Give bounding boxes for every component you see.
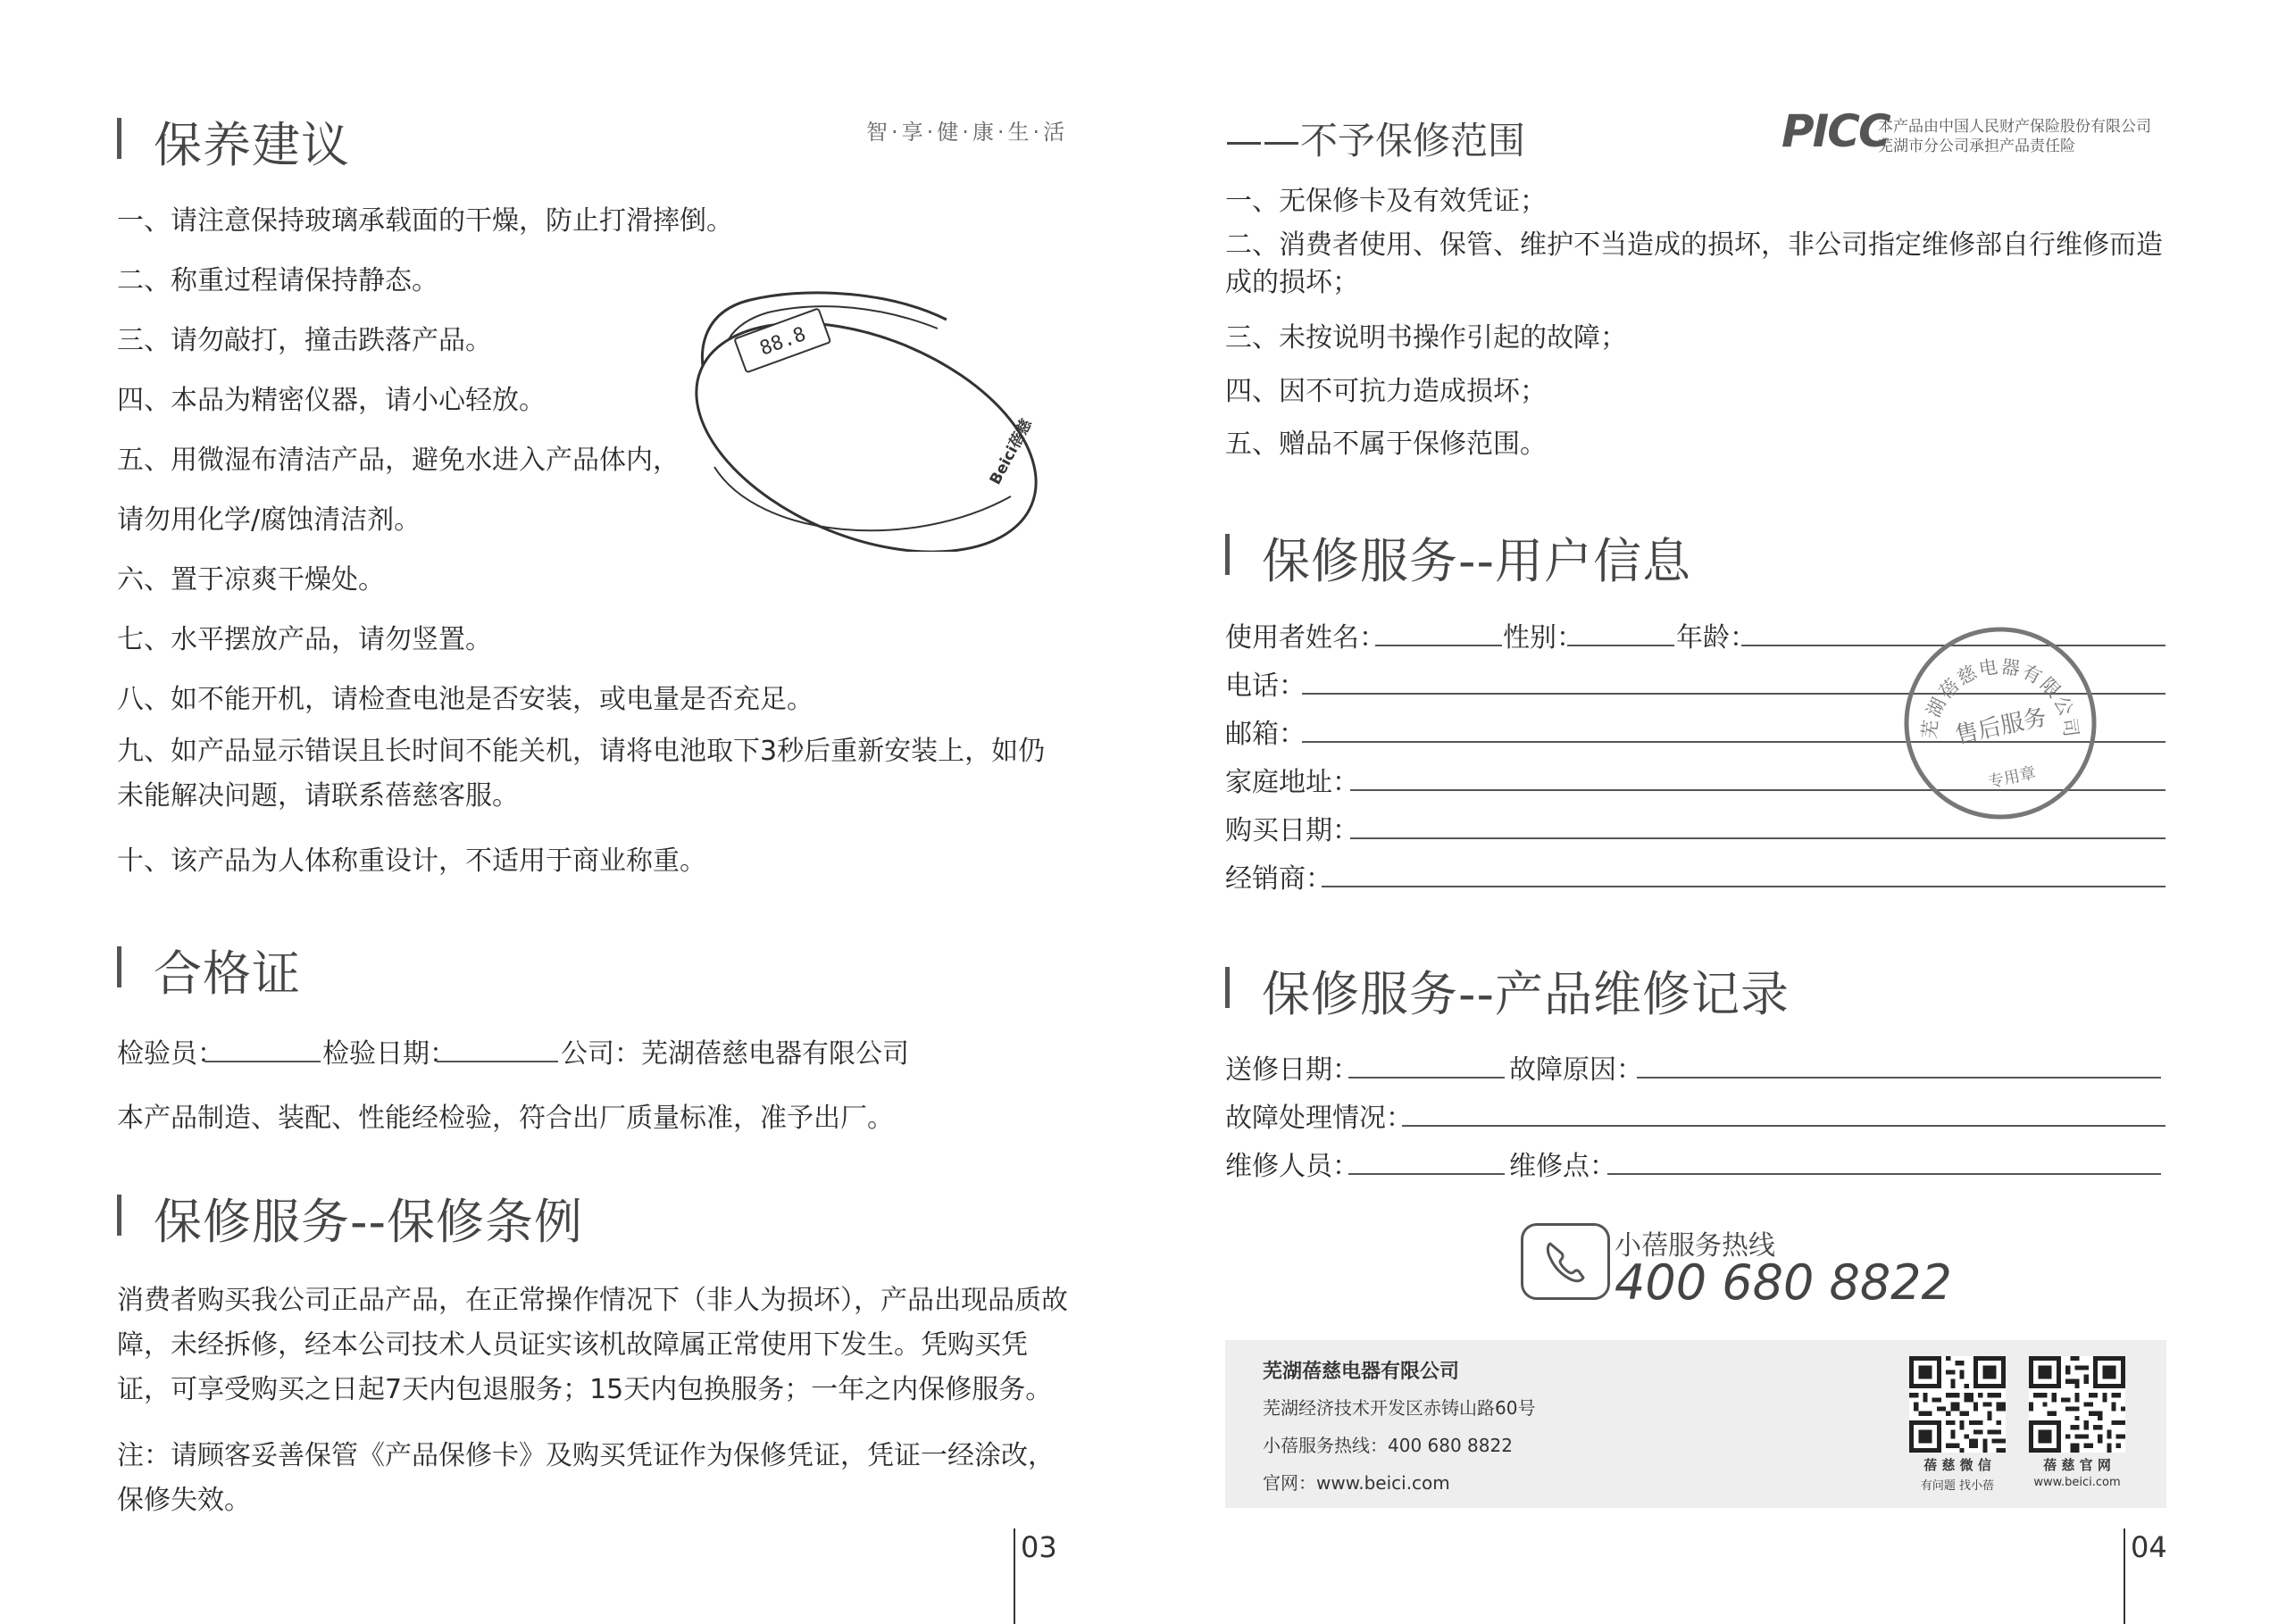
footer-company: 芜湖蓓慈电器有限公司 xyxy=(1263,1361,1460,1383)
warranty-terms-para: 消费者购买我公司正品产品，在正常操作情况下（非人为损坏），产品出现品质故障，未经拆修，经本公司技术人员证实该机故障属正常使用下发生。凭购买凭证，可享受购买之日起7天内包退服务；15天内包换服务；一年之内保修服务。 xyxy=(117,1285,1068,1405)
care-title: 保养建议 xyxy=(154,117,350,173)
purchase-date-label: 购买日期： xyxy=(1225,815,1359,846)
care-item: 一、请注意保持玻璃承载面的干燥，防止打滑摔倒。 xyxy=(117,205,733,237)
exclusion-item: 一、无保修卡及有效凭证； xyxy=(1225,186,1547,217)
picc-line1: 本产品由中国人民财产保险股份有限公司 xyxy=(1878,118,2151,136)
care-item: 二、称重过程请保持静态。 xyxy=(117,265,438,296)
picc-logo: PICC xyxy=(1782,105,1890,157)
age-label: 年龄： xyxy=(1676,622,1756,654)
warranty-terms-title: 保修服务--保修条例 xyxy=(154,1194,583,1250)
send-date-label: 送修日期： xyxy=(1225,1054,1359,1086)
repair-title: 保修服务--产品维修记录 xyxy=(1262,966,1790,1022)
care-item: 四、本品为精密仪器，请小心轻放。 xyxy=(117,385,546,416)
stamp-bottom: 专用章 xyxy=(1986,763,2038,793)
fault-reason-label: 故障原因： xyxy=(1509,1054,1643,1086)
care-item: 请勿用化学/腐蚀清洁剂。 xyxy=(117,504,421,536)
care-item: 七、水平摆放产品，请勿竖置。 xyxy=(117,624,492,655)
repairer-label: 维修人员： xyxy=(1225,1151,1359,1182)
qr2-sub: www.beici.com xyxy=(2033,1476,2121,1489)
phone-label: 电话： xyxy=(1225,670,1306,702)
footer-panel xyxy=(1225,1340,2166,1508)
handling-label: 故障处理情况： xyxy=(1225,1103,1413,1134)
website-qr-icon[interactable] xyxy=(2029,1356,2125,1453)
stamp-center: 售后服务 xyxy=(1952,704,2049,750)
tagline: 智·享·健·康·生·活 xyxy=(866,120,1069,145)
footer-hotline: 小蓓服务热线：400 680 8822 xyxy=(1263,1435,1513,1456)
fault-reason-field[interactable] xyxy=(1637,1077,2161,1079)
name-label: 使用者姓名： xyxy=(1225,622,1386,654)
gender-label: 性别： xyxy=(1503,622,1583,654)
section-bar xyxy=(1225,534,1230,575)
repair-site-field[interactable] xyxy=(1607,1173,2161,1175)
qr2-label: 蓓 慈 官 网 xyxy=(2043,1457,2111,1473)
handling-field[interactable] xyxy=(1402,1125,2165,1127)
section-bar xyxy=(117,1195,121,1236)
stamp-company: 芜湖蓓慈电器有限公司 xyxy=(1918,655,2082,740)
repairer-field[interactable] xyxy=(1348,1173,1505,1175)
section-bar xyxy=(117,118,121,159)
name-field[interactable] xyxy=(1375,645,1502,646)
exclusion-item: 五、赠品不属于保修范围。 xyxy=(1225,429,1547,460)
email-label: 邮箱： xyxy=(1225,719,1306,750)
certificate-statement: 本产品制造、装配、性能经检验，符合出厂质量标准，准予出厂。 xyxy=(117,1103,894,1134)
page-number: 04 xyxy=(2131,1530,2167,1564)
company-label: 公司：芜湖蓓慈电器有限公司 xyxy=(561,1038,909,1070)
exclusion-item: 二、消费者使用、保管、维护不当造成的损坏，非公司指定维修部自行维修而造成的损坏； xyxy=(1225,229,2163,298)
address-label: 家庭地址： xyxy=(1225,767,1359,798)
purchase-date-field[interactable] xyxy=(1350,837,2165,839)
dealer-field[interactable] xyxy=(1322,886,2165,887)
wechat-qr-icon[interactable] xyxy=(1909,1356,2006,1453)
care-item: 八、如不能开机，请检查电池是否安装，或电量是否充足。 xyxy=(117,684,814,715)
care-item: 五、用微湿布清洁产品，避免水进入产品体内， xyxy=(117,445,680,476)
qr1-sub: 有问题 找小蓓 xyxy=(1920,1479,1995,1493)
page-divider xyxy=(2124,1528,2125,1624)
hotline-label: 小蓓服务热线 xyxy=(1615,1230,1775,1262)
gender-field[interactable] xyxy=(1567,645,1674,646)
exclusion-item: 四、因不可抗力造成损坏； xyxy=(1225,376,1547,407)
service-stamp xyxy=(1902,625,2099,821)
care-item: 十、该产品为人体称重设计，不适用于商业称重。 xyxy=(117,845,706,877)
phone-icon xyxy=(1521,1223,1610,1300)
user-info-title: 保修服务--用户信息 xyxy=(1262,533,1691,589)
care-item: 三、请勿敲打，撞击跌落产品。 xyxy=(117,325,492,356)
section-bar xyxy=(1225,967,1230,1008)
send-date-field[interactable] xyxy=(1348,1077,1505,1079)
scale-display: 88.8 xyxy=(756,322,809,361)
inspector-field[interactable] xyxy=(204,1061,321,1062)
warranty-terms-note: 注：请顾客妥善保管《产品保修卡》及购买凭证作为保修凭证，凭证一经涂改，保修失效。 xyxy=(117,1440,1055,1516)
footer-website: 官网：www.beici.com xyxy=(1263,1472,1450,1494)
hotline-number: 400 680 8822 xyxy=(1615,1254,1952,1311)
picc-line2: 芜湖市分公司承担产品责任险 xyxy=(1878,137,2075,155)
care-item: 六、置于凉爽干燥处。 xyxy=(117,564,385,595)
care-item: 九、如产品显示错误且长时间不能关机，请将电池取下3秒后重新安装上，如仍未能解决问题，请联系蓓慈客服。 xyxy=(117,736,1046,812)
dealer-label: 经销商： xyxy=(1225,863,1332,895)
inspector-label: 检验员： xyxy=(117,1038,224,1070)
inspect-date-label: 检验日期： xyxy=(322,1038,456,1070)
page-divider xyxy=(1014,1528,1015,1624)
exclusions-title: ——不予保修范围 xyxy=(1225,119,1526,162)
section-bar xyxy=(117,946,121,987)
exclusion-item: 三、未按说明书操作引起的故障； xyxy=(1225,322,1627,354)
footer-address: 芜湖经济技术开发区赤铸山路60号 xyxy=(1263,1397,1536,1419)
scale-illustration xyxy=(679,284,1054,552)
repair-site-label: 维修点： xyxy=(1509,1151,1616,1182)
certificate-title: 合格证 xyxy=(154,945,301,1002)
qr1-label: 蓓 慈 微 信 xyxy=(1923,1457,1991,1473)
scale-brand: Beici蓓慈 xyxy=(986,416,1037,488)
page-number: 03 xyxy=(1021,1530,1057,1564)
inspect-date-field[interactable] xyxy=(437,1061,558,1062)
